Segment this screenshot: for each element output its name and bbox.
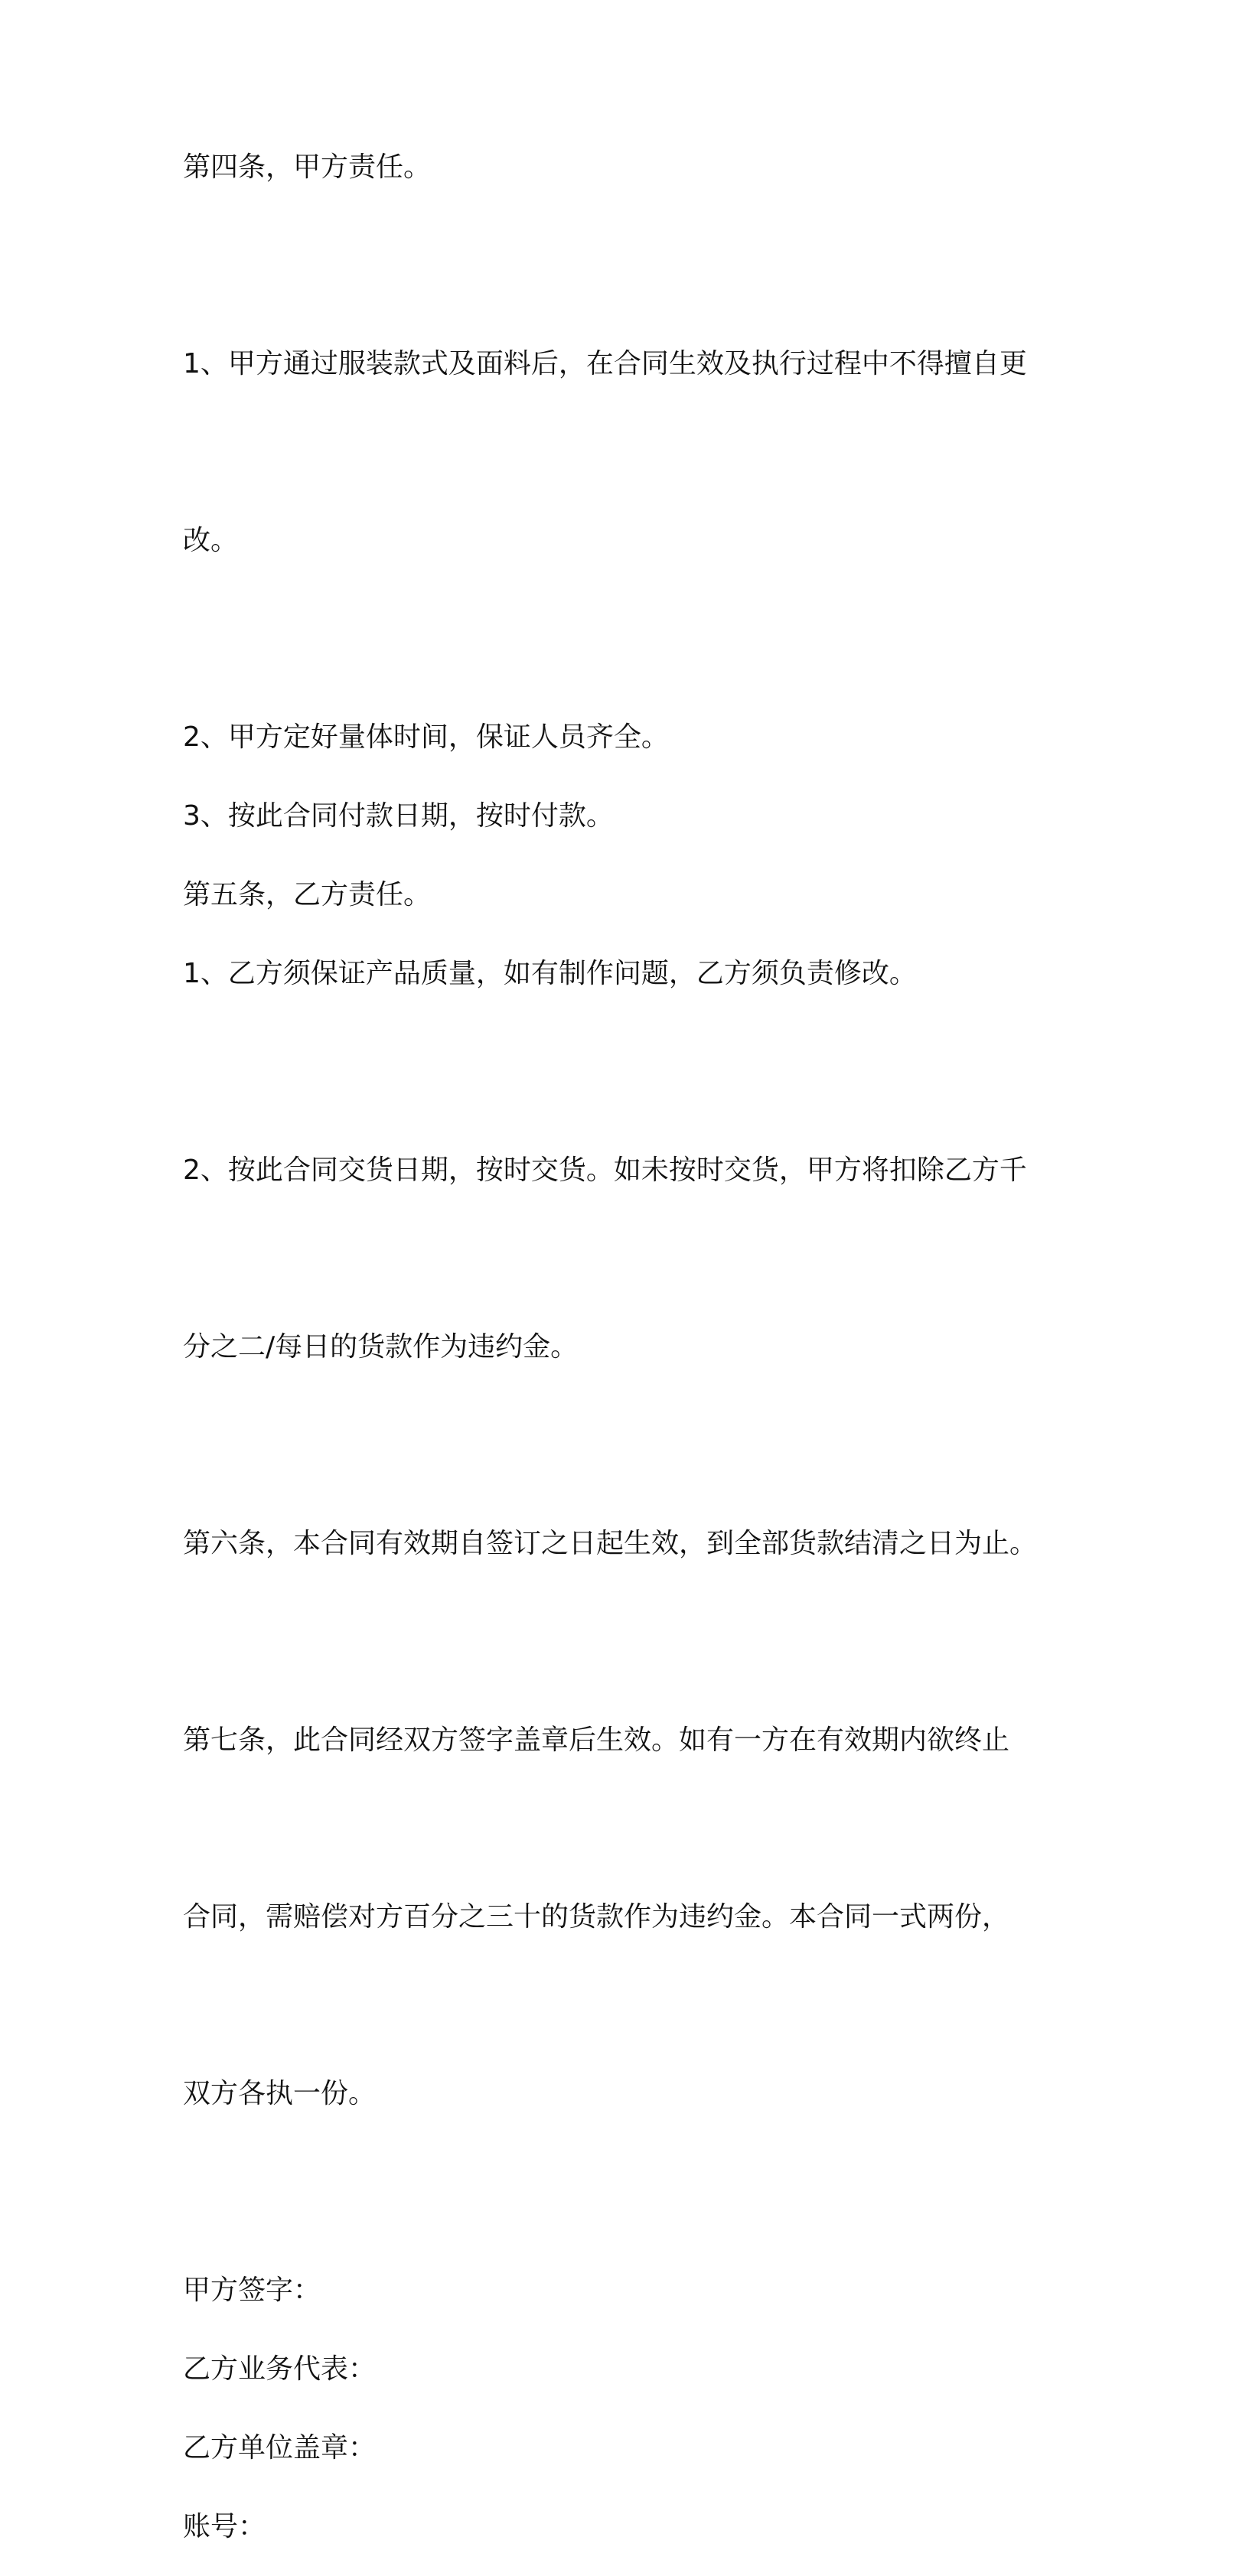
party-a-signature-label: 甲方签字： bbox=[183, 2275, 321, 2306]
article-7-line-2: 合同，需赔偿对方百分之三十的货款作为违约金。本合同一式两份， bbox=[183, 1901, 1010, 1933]
party-b-seal-label: 乙方单位盖章： bbox=[183, 2432, 377, 2464]
article-5-item-2-line-1: 2、按此合同交货日期，按时交货。如未按时交货，甲方将扣除乙方千 bbox=[183, 1154, 1027, 1186]
article-7-line-1: 第七条，此合同经双方签字盖章后生效。如有一方在有效期内欲终止 bbox=[183, 1724, 1010, 1756]
article-7 bbox=[183, 1593, 1063, 2241]
article-4-item-3: 3、按此合同付款日期，按时付款。 bbox=[183, 800, 614, 832]
article-4-item-1 bbox=[183, 217, 1063, 688]
article-4-item-2: 2、甲方定好量体时间，保证人员齐全。 bbox=[183, 721, 669, 753]
article-4-item-1-line-2: 改。 bbox=[183, 525, 239, 556]
party-b-representative-label: 乙方业务代表： bbox=[183, 2353, 377, 2385]
article-5-item-2 bbox=[183, 1023, 1063, 1494]
article-6: 第六条，本合同有效期自签订之日起生效，到全部货款结清之日为止。 bbox=[183, 1528, 1038, 1559]
article-5-item-1: 1、乙方须保证产品质量，如有制作问题，乙方须负责修改。 bbox=[183, 958, 917, 989]
document-body bbox=[183, 138, 1063, 2576]
article-5-item-2-line-2: 分之二/每日的货款作为违约金。 bbox=[183, 1331, 579, 1363]
article-5-title: 第五条，乙方责任。 bbox=[183, 879, 432, 910]
article-7-line-3: 双方各执一份。 bbox=[183, 2078, 377, 2109]
article-4-title: 第四条，甲方责任。 bbox=[183, 151, 432, 183]
article-4-item-1-line-1: 1、甲方通过服装款式及面料后，在合同生效及执行过程中不得擅自更 bbox=[183, 348, 1027, 379]
account-number-label: 账号： bbox=[183, 2511, 266, 2542]
